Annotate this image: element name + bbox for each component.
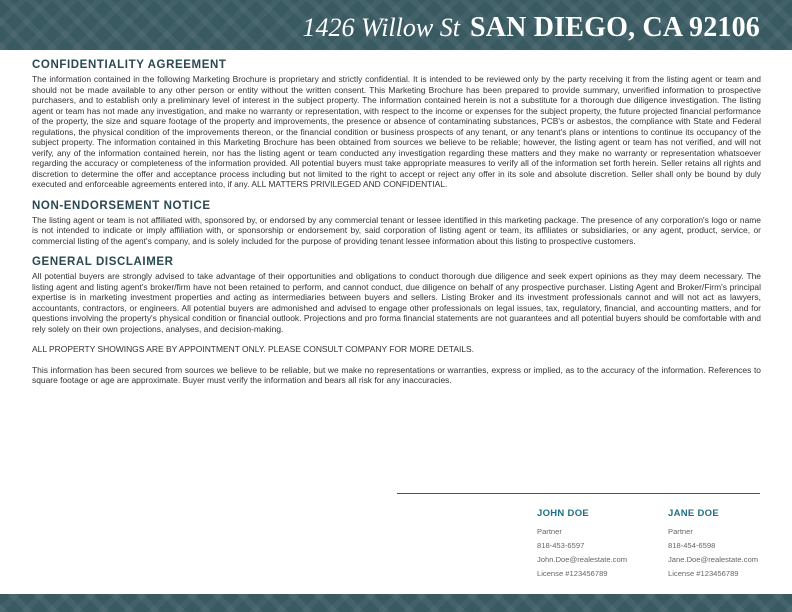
agent-title: Partner	[668, 527, 693, 536]
general-disclaimer-section	[32, 256, 761, 386]
street-address: 1426 Willow St	[302, 13, 460, 42]
section-body: All potential buyers are strongly advised to take advantage of their opportunities and obligations to conduct thorough due diligence and seek expert opinions as they may deem necessary. The listing agent and listing agent's broker/firm have not been retained to perform, and cannot conduct, due diligence on behalf of any prospective purchaser. Listing Agent and Broker/Firm's principal expertise is in marketing investment properties and acting as intermediaries between buyers and sellers. Listing Broker and its investment professionals cannot and will not act as lawyers, accountants, contractors, or engineers. All potential buyers are admonished and advised to engage other professionals on legal issues, tax, regulatory, financial, and accounting matters, and for questions involving the property's physical condition or financial outlook. Projections and pro forma financial statements are not guarantees and all potential buyers should be comfortable with and rely solely on their own projections, analyses, and decision-making.	[32, 271, 761, 334]
agent-license: License #123456789	[537, 569, 608, 578]
property-address	[302, 12, 760, 44]
agent-title: Partner	[537, 527, 562, 536]
section-title: GENERAL DISCLAIMER	[32, 256, 174, 268]
agent-email[interactable]: Jane.Doe@realestate.com	[668, 555, 759, 564]
section-title: CONFIDENTIALITY AGREEMENT	[32, 59, 227, 71]
disclosure-content	[32, 59, 761, 396]
footer-banner	[0, 594, 792, 612]
agent-contact-card	[668, 508, 792, 581]
city-state-zip: SAN DIEGO, CA 92106	[469, 12, 760, 43]
agent-contact-card	[537, 508, 667, 581]
agent-name: JANE DOE	[668, 508, 719, 519]
agent-email[interactable]: John.Doe@realestate.com	[537, 555, 628, 564]
section-body: The information contained in the following Marketing Brochure is proprietary and strictly confidential. It is intended to be reviewed only by the party receiving it from the listing agent or team and should not be made available to any other person or entity without the written consent. This Marketing Brochure has been prepared to provide summary, unverified information to prospective purchasers, and to establish only a preliminary level of interest in the subject property. The information contained herein is not a substitute for a thorough due diligence investigation. The listing agent or team has not made any investigation, and make no warranty or representation, with respect to the income or expenses for the subject property, the future projected financial performance of the property, the size and square footage of the property and improvements, the presence or absence of contaminating substances, PCB's or asbestos, the compliance with State and Federal regulations, the physical condition of the improvements thereon, or the financial condition or business prospects of any tenant, or any tenant's plans or intentions to continue its occupancy of the subject property. The information contained in this Marketing Brochure has been obtained from sources we believe to be reliable; however, the listing agent or team has not verified, and will not verify, any of the information contained herein, nor has the listing agent or team conducted any investigation regarding these matters and they make no warranty or representation whatsoever regarding the accuracy or completeness of the information provided. All potential buyers must take appropriate measures to verify all of the information set forth herein. Seller retains all rights and discretion to determine the offer and acceptance process including but not limited to the right to accept or reject any offer in its sole and absolute discretion. Seller shall only be bound by duly executed and enforceable agreements entered into, if any. ALL MATTERS PRIVILEGED AND CONFIDENTIAL.	[32, 74, 761, 189]
section-title: NON-ENDORSEMENT NOTICE	[32, 199, 211, 212]
agent-phone[interactable]: 818-453-6597	[537, 541, 585, 550]
agent-license: License #123456789	[668, 569, 739, 578]
confidentiality-section	[32, 59, 761, 190]
agent-phone[interactable]: 818-454-6598	[668, 541, 716, 550]
header-banner	[0, 0, 792, 50]
agent-name: JOHN DOE	[537, 508, 590, 519]
section-body: The listing agent or team is not affiliated with, sponsored by, or endorsed by any commercial tenant or lessee identified in this marketing package. The presence of any corporation's logo or name is not intended to indicate or imply affiliation with, or sponsorship or endorsement by, said corporation of listing agent or team, its affiliates or subsidiaries, or any agent, product, service, or commercial listing of the agent's company, and is solely included for the purpose of providing tenant lessee information about this listing to prospective customers.	[32, 214, 761, 246]
contact-divider	[397, 493, 760, 494]
showings-notice: ALL PROPERTY SHOWINGS ARE BY APPOINTMENT ONLY. PLEASE CONSULT COMPANY FOR MORE DETAILS.	[32, 344, 474, 354]
accuracy-disclaimer: This information has been secured from sources we believe to be reliable, but we make no representations or warranties, express or implied, as to the accuracy of the information. References to square footage or age are approximate. Buyer must verify the information and bears all risk for any inaccuracies.	[32, 364, 761, 385]
non-endorsement-section	[32, 200, 761, 247]
